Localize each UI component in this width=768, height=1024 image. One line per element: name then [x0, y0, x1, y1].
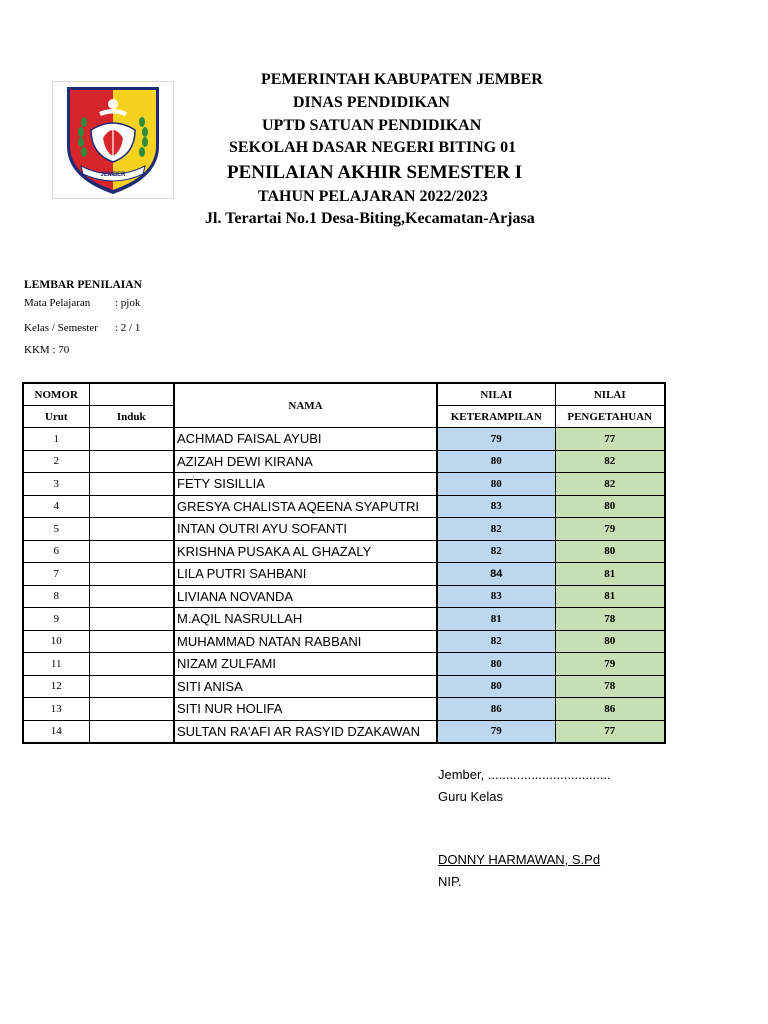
student-name: KRISHNA PUSAKA AL GHAZALY: [174, 540, 437, 563]
row-induk: [89, 495, 174, 518]
subject-value: : pjok: [115, 297, 141, 309]
row-number: 7: [23, 563, 89, 586]
score-pengetahuan: 80: [555, 495, 665, 518]
table-row: [23, 540, 665, 563]
header-induk: Induk: [89, 406, 174, 428]
score-pengetahuan: 86: [555, 698, 665, 721]
score-pengetahuan: 77: [555, 428, 665, 451]
row-induk: [89, 473, 174, 496]
table-row: [23, 428, 665, 451]
student-name: SITI NUR HOLIFA: [174, 698, 437, 721]
score-pengetahuan: 81: [555, 563, 665, 586]
svg-text:JEMBER: JEMBER: [100, 172, 126, 178]
sheet-title: LEMBAR PENILAIAN: [24, 279, 142, 291]
row-number: 9: [23, 608, 89, 631]
kkm-value: KKM : 70: [24, 344, 70, 356]
score-pengetahuan: 82: [555, 450, 665, 473]
academic-year: TAHUN PELAJARAN 2022/2023: [258, 188, 488, 205]
score-pengetahuan: 80: [555, 540, 665, 563]
score-keterampilan: 86: [437, 698, 555, 721]
table-row: [23, 473, 665, 496]
table-row: [23, 698, 665, 721]
row-induk: [89, 540, 174, 563]
row-induk: [89, 675, 174, 698]
header-nama: NAMA: [174, 383, 437, 428]
table-row: [23, 720, 665, 743]
row-number: 10: [23, 630, 89, 653]
header-pengetahuan: PENGETAHUAN: [555, 406, 665, 428]
table-row: [23, 518, 665, 541]
table-row: [23, 563, 665, 586]
row-number: 12: [23, 675, 89, 698]
row-induk: [89, 585, 174, 608]
teacher-nip: NIP.: [438, 874, 462, 889]
student-name: SITI ANISA: [174, 675, 437, 698]
student-name: LIVIANA NOVANDA: [174, 585, 437, 608]
score-keterampilan: 84: [437, 563, 555, 586]
header-line-1: PEMERINTAH KABUPATEN JEMBER: [261, 71, 543, 88]
score-keterampilan: 80: [437, 473, 555, 496]
student-name: ACHMAD FAISAL AYUBI: [174, 428, 437, 451]
student-name: FETY SISILLIA: [174, 473, 437, 496]
score-keterampilan: 82: [437, 540, 555, 563]
signature-role: Guru Kelas: [438, 789, 504, 804]
row-induk: [89, 720, 174, 743]
teacher-name: DONNY HARMAWAN, S.Pd: [438, 852, 601, 867]
student-name: GRESYA CHALISTA AQEENA SYAPUTRI: [174, 495, 437, 518]
score-keterampilan: 79: [437, 428, 555, 451]
row-number: 14: [23, 720, 89, 743]
student-name: NIZAM ZULFAMI: [174, 653, 437, 676]
row-number: 6: [23, 540, 89, 563]
student-name: INTAN OUTRI AYU SOFANTI: [174, 518, 437, 541]
school-logo: [52, 81, 174, 199]
row-number: 13: [23, 698, 89, 721]
score-keterampilan: 82: [437, 630, 555, 653]
header-nilai-pengetahuan: NILAI: [555, 383, 665, 406]
table-row: [23, 630, 665, 653]
row-number: 5: [23, 518, 89, 541]
score-pengetahuan: 82: [555, 473, 665, 496]
student-name: MUHAMMAD NATAN RABBANI: [174, 630, 437, 653]
table-row: [23, 585, 665, 608]
score-pengetahuan: 78: [555, 675, 665, 698]
row-induk: [89, 698, 174, 721]
row-number: 3: [23, 473, 89, 496]
class-label: Kelas / Semester: [24, 322, 98, 334]
header-line-3: UPTD SATUAN PENDIDIKAN: [262, 117, 482, 134]
header-blank: [89, 383, 174, 406]
score-pengetahuan: 77: [555, 720, 665, 743]
score-keterampilan: 83: [437, 495, 555, 518]
header-nilai-keterampilan: NILAI: [437, 383, 555, 406]
row-number: 2: [23, 450, 89, 473]
header-urut: Urut: [23, 406, 89, 428]
table-row: [23, 675, 665, 698]
place-date: Jember, ..................................: [438, 767, 611, 782]
document-title: PENILAIAN AKHIR SEMESTER I: [227, 162, 523, 183]
score-keterampilan: 80: [437, 675, 555, 698]
score-pengetahuan: 78: [555, 608, 665, 631]
row-induk: [89, 518, 174, 541]
row-number: 1: [23, 428, 89, 451]
student-name: SULTAN RA'AFI AR RASYID DZAKAWAN: [174, 720, 437, 743]
class-value: : 2 / 1: [115, 322, 141, 334]
table-row: [23, 450, 665, 473]
grades-table: [22, 382, 666, 744]
header-line-2: DINAS PENDIDIKAN: [293, 94, 450, 111]
score-keterampilan: 79: [437, 720, 555, 743]
row-induk: [89, 630, 174, 653]
row-number: 4: [23, 495, 89, 518]
score-keterampilan: 80: [437, 653, 555, 676]
student-name: AZIZAH DEWI KIRANA: [174, 450, 437, 473]
row-induk: [89, 450, 174, 473]
row-number: 8: [23, 585, 89, 608]
row-induk: [89, 563, 174, 586]
table-row: [23, 495, 665, 518]
score-keterampilan: 83: [437, 585, 555, 608]
table-row: [23, 653, 665, 676]
student-name: LILA PUTRI SAHBANI: [174, 563, 437, 586]
score-keterampilan: 82: [437, 518, 555, 541]
score-pengetahuan: 80: [555, 630, 665, 653]
subject-label: Mata Pelajaran: [24, 297, 91, 309]
student-name: M.AQIL NASRULLAH: [174, 608, 437, 631]
row-number: 11: [23, 653, 89, 676]
score-keterampilan: 80: [437, 450, 555, 473]
row-induk: [89, 608, 174, 631]
header-nomor: NOMOR: [23, 383, 89, 406]
score-pengetahuan: 79: [555, 653, 665, 676]
row-induk: [89, 428, 174, 451]
table-row: [23, 608, 665, 631]
jember-coat-of-arms-icon: [53, 82, 173, 198]
school-address: Jl. Terartai No.1 Desa-Biting,Kecamatan-Arjasa: [205, 210, 535, 227]
score-keterampilan: 81: [437, 608, 555, 631]
score-pengetahuan: 79: [555, 518, 665, 541]
row-induk: [89, 653, 174, 676]
header-keterampilan: KETERAMPILAN: [437, 406, 555, 428]
score-pengetahuan: 81: [555, 585, 665, 608]
header-line-4: SEKOLAH DASAR NEGERI BITING 01: [229, 139, 517, 156]
